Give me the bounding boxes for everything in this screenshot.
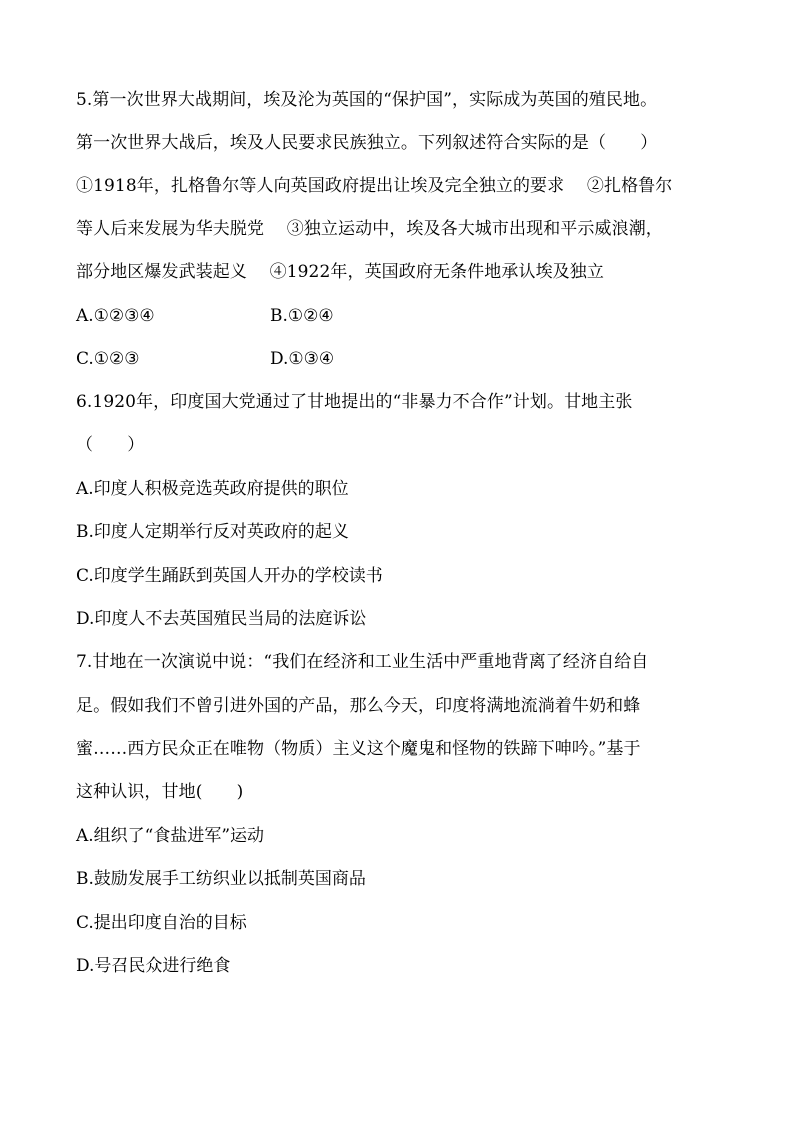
question-5-option-d: D.①③④ — [270, 349, 335, 369]
question-5-line-5: 部分地区爆发武装起义 ④1922年，英国政府无条件地承认埃及独立 — [76, 262, 604, 282]
question-7-line-1: 7.甘地在一次演说中说：“我们在经济和工业生活中严重地背离了经济自给自 — [76, 652, 649, 672]
question-7-line-3: 蜜……西方民众正在唯物（物质）主义这个魔鬼和怪物的铁蹄下呻吟。”基于 — [76, 739, 641, 759]
question-6-option-a: A.印度人积极竞选英政府提供的职位 — [76, 479, 349, 499]
question-5-option-b: B.①②④ — [270, 306, 334, 326]
question-5-line-2: 第一次世界大战后，埃及人民要求民族独立。下列叙述符合实际的是（ ） — [76, 133, 658, 153]
question-7-option-d: D.号召民众进行绝食 — [76, 956, 231, 976]
question-7-option-b: B.鼓励发展手工纺织业以抵制英国商品 — [76, 869, 366, 889]
question-5-option-c: C.①②③ — [76, 349, 140, 369]
question-6-line-1: 6.1920年，印度国大党通过了甘地提出的“非暴力不合作”计划。甘地主张 — [76, 392, 633, 412]
question-7-line-4: 这种认识，甘地( ) — [76, 782, 244, 802]
question-5-option-a: A.①②③④ — [76, 306, 155, 326]
question-6-option-c: C.印度学生踊跃到英国人开办的学校读书 — [76, 566, 383, 586]
question-7-option-c: C.提出印度自治的目标 — [76, 913, 247, 933]
question-7-option-a: A.组织了“食盐进军”运动 — [76, 826, 265, 846]
question-6-option-d: D.印度人不去英国殖民当局的法庭诉讼 — [76, 609, 367, 629]
question-5-line-4: 等人后来发展为华夫脱党 ③独立运动中，埃及各大城市出现和平示威浪潮， — [76, 219, 663, 239]
question-6-option-b: B.印度人定期举行反对英政府的起义 — [76, 522, 349, 542]
question-7-line-2: 足。假如我们不曾引进外国的产品，那么今天，印度将满地流淌着牛奶和蜂 — [76, 696, 641, 716]
question-5-line-3: ①1918年，扎格鲁尔等人向英国政府提出让埃及完全独立的要求 ②扎格鲁尔 — [76, 176, 673, 196]
question-5-line-1: 5.第一次世界大战期间，埃及沦为英国的“保护国”，实际成为英国的殖民地。 — [76, 90, 658, 110]
question-6-line-2: （ ） — [76, 435, 145, 455]
